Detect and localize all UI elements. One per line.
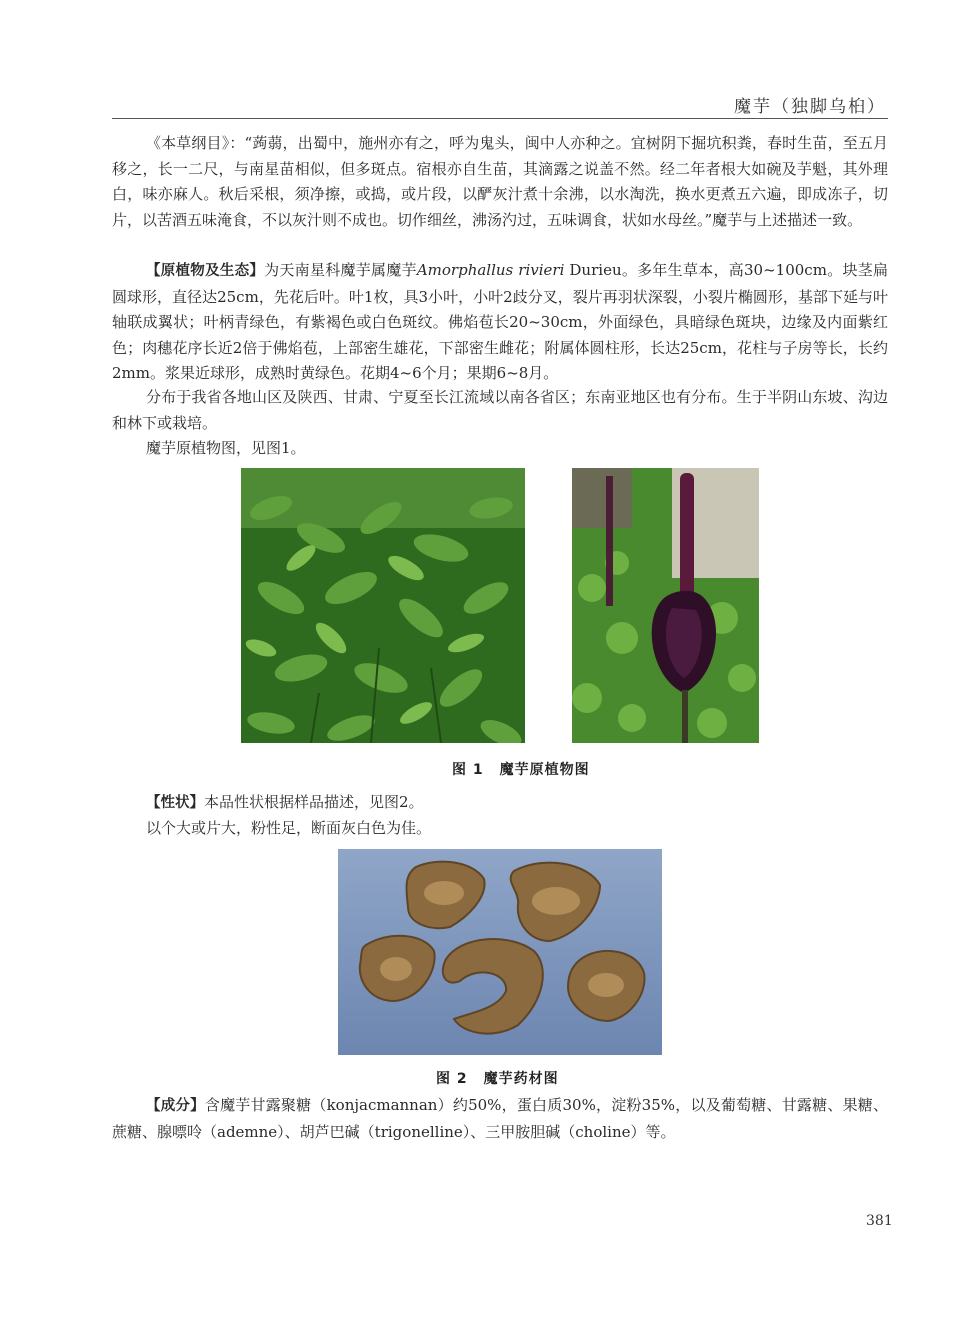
plant-leaves-photo (241, 468, 525, 743)
constituents-text: 含魔芋甘露聚糖（konjacmannan）约50%，蛋白质30%，淀粉35%，以及葡萄糖、甘露糖、果糖、蔗糖、腺嘌呤（ademne）、胡芦巴碱（trigonelline）、三甲胺胆碱（choline）等。 (112, 1096, 889, 1141)
figure1-caption (452, 759, 606, 779)
paragraph-quality: 以个大或片大，粉性足，断面灰白色为佳。 (146, 819, 432, 837)
figure2-title: 魔芋药材图 (483, 1071, 559, 1087)
figure2-label: 图 2 (436, 1071, 468, 1087)
plant-desc-body: Durieu。多年生草本，高30~100cm。块茎扁圆球形，直径达25cm，先花后叶。叶1枚，具3小叶，小叶2歧分叉，裂片再羽状深裂，小裂片椭圆形，基部下延与叶轴联成翼状；叶柄青绿色，有紫褐色或白色斑纹。佛焰苞长20~30cm，外面绿色，具暗绿色斑块，边缘及内面紫红色；肉穗花序长近2倍于佛焰苞，上部密生雄花，下部密生雌花；附属体圆柱形，长达25cm，花柱与子房等长，长约2mm。浆果近球形，成熟时黄绿色。花期4~6个月；果期6~8月。 (112, 261, 888, 382)
header-title: 魔芋（独脚乌桕） (734, 97, 886, 117)
figure2-caption (436, 1068, 575, 1088)
paragraph-properties (112, 790, 888, 817)
section-tag-constituents: 【成分】 (146, 1098, 205, 1114)
properties-text: 本品性状根据样品描述，见图2。 (204, 793, 424, 811)
section-tag-plant: 【原植物及生态】 (146, 263, 265, 279)
plant-spathe-photo (572, 468, 759, 743)
paragraph-distribution: 分布于我省各地山区及陕西、甘肃、宁夏至长江流域以南各省区；东南亚地区也有分布。生于半阴山东坡、沟边和林下或栽培。 (112, 388, 888, 432)
figure1-title: 魔芋原植物图 (499, 762, 590, 778)
paragraph-bencao-quote: 《本草纲目》：“蒟蒻，出蜀中，施州亦有之，呼为鬼头，闽中人亦种之。宜树阴下掘坑积粪，春时生苗，至五月移之，长一二尺，与南星苗相似，但多斑点。宿根亦自生苗，其滴露之说盖不然。经二年者根大如碗及芋魁，其外理白，味亦麻人。秋后采根，须净擦，或捣，或片段，以酽灰汁煮十余沸，以水淘洗，换水更煮五六遍，即成冻子，切片，以苦酒五味淹食，不以灰汁则不成也。切作细丝，沸汤汋过，五味调食，状如水母丝。”魔芋与上述描述一致。 (112, 134, 888, 229)
paragraph-fig1-ref: 魔芋原植物图，见图1。 (146, 439, 306, 457)
running-header (112, 92, 888, 119)
plant-desc-intro: 为天南星科魔芋属魔芋 (264, 261, 417, 279)
latin-name: Amorphallus rivieri (416, 261, 565, 279)
page-number: 381 (866, 1213, 893, 1229)
figure1-label: 图 1 (452, 762, 484, 778)
section-tag-properties: 【性状】 (146, 795, 204, 811)
paragraph-plant-ecology (112, 258, 888, 387)
paragraph-constituents (112, 1093, 888, 1145)
herb-slices-photo (338, 849, 662, 1055)
